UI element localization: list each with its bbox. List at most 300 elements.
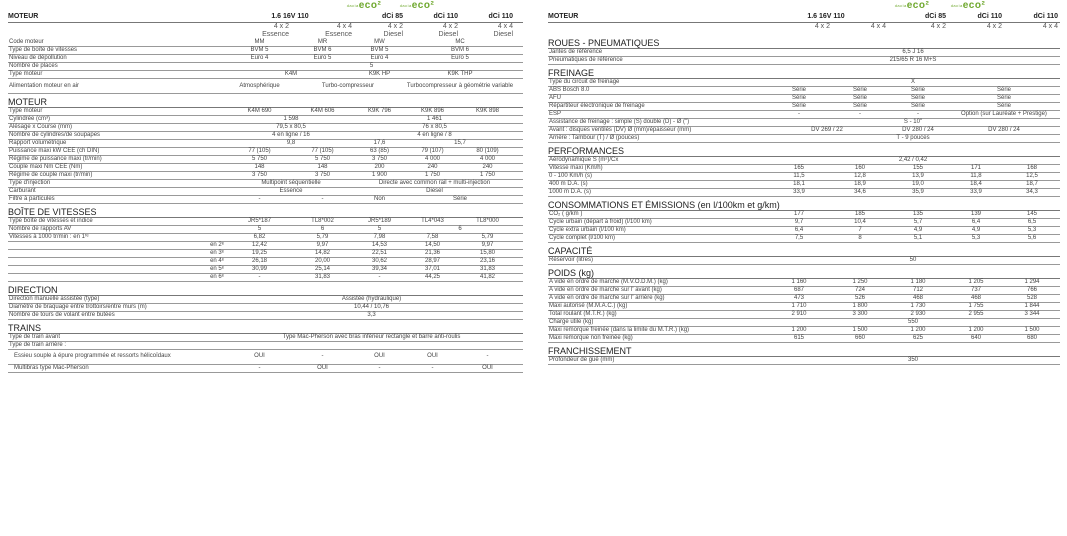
cell: 18,1 — [793, 181, 805, 188]
row-label: Type d'injection — [9, 179, 51, 186]
cell: 3 750 — [371, 155, 387, 162]
row-label: A vide en ordre de marche (M.V.O.D.M.) (kg) — [549, 279, 668, 286]
row-label: Total roulant (M.T.R.) (kg) — [549, 311, 617, 318]
table-row — [8, 39, 523, 47]
cell: Série — [791, 103, 806, 110]
cell: 11,8 — [970, 173, 982, 180]
cell: 26,18 — [251, 257, 267, 264]
cell: 468 — [970, 295, 981, 302]
cell: BVM 5 — [370, 47, 389, 54]
cell: 33,9 — [970, 189, 982, 196]
cell: 215/65 R 16 M+S — [889, 57, 937, 64]
cell: 1 200 — [910, 327, 926, 334]
cell: 1 750 — [424, 171, 440, 178]
cell: - — [321, 195, 324, 202]
row-label: Puissance maxi kW CEE (ch DIN) — [9, 147, 100, 154]
cell: 30,62 — [371, 257, 387, 264]
cell: 12,42 — [251, 241, 267, 248]
row-label: ESP — [549, 111, 562, 118]
table-row — [8, 132, 523, 140]
cell: MM — [254, 39, 265, 46]
cell: 1 200 — [968, 327, 984, 334]
cell: 1 900 — [371, 171, 387, 178]
cell: - — [378, 273, 381, 280]
eco-badge-dci85: $^{dacia}$eco² — [346, 0, 382, 11]
left-spec-table — [8, 0, 523, 373]
sub-4x4: 4 x 4 — [497, 23, 513, 30]
eco-badge-dci85: $^{dacia}$eco² — [894, 0, 930, 11]
row-label: Alimentation moteur en air — [9, 82, 80, 89]
cell: 712 — [912, 287, 923, 294]
table-row — [548, 79, 1060, 87]
cell: 4,9 — [971, 227, 981, 234]
cell: 5 — [257, 225, 262, 232]
row-label: Réservoir (litres) — [549, 257, 594, 264]
cell: 3,3 — [367, 311, 376, 318]
row-label: Aérodynamique S (m²)/Cx — [549, 157, 619, 164]
cell: 1 500 — [1024, 327, 1040, 334]
row-label: Diamètre de braquage entre trottoirs/entre murs (m) — [9, 303, 147, 310]
cell: 79 (107) — [421, 147, 444, 154]
sub-fuel: Diesel — [383, 31, 403, 38]
cell: 7,5 — [794, 235, 804, 242]
table-row — [8, 266, 523, 274]
cell: 6 — [320, 225, 325, 232]
carburant-subheader — [8, 31, 523, 39]
cell: Euro 4 — [370, 55, 389, 62]
row-label: Type boîte de vitesses et indice — [9, 217, 93, 224]
cell: 1 710 — [791, 303, 807, 310]
cell: 185 — [854, 211, 865, 218]
cell: 23,16 — [479, 257, 495, 264]
cell: 660 — [854, 335, 865, 342]
section-title-consommations: CONSOMMATIONS ET ÉMISSIONS (en l/100km et g/km) — [548, 199, 1060, 211]
cell: 76 x 80,5 — [422, 123, 447, 130]
row-label: Niveau de dépollution — [9, 55, 67, 62]
table-row — [8, 258, 523, 266]
cell: 9,97 — [481, 241, 494, 248]
cell: S - 10" — [903, 119, 923, 126]
row-label: Vitesse maxi (Km/h) — [549, 165, 603, 172]
cell: 14,50 — [424, 241, 440, 248]
table-row — [548, 189, 1060, 197]
section-title-moteur: MOTEUR — [8, 96, 523, 108]
cell: K9K 796 — [367, 107, 392, 114]
cell: 7,58 — [426, 233, 439, 240]
table-row — [548, 227, 1060, 235]
cell: 10,44 / 10,76 — [353, 303, 390, 310]
section-title-capacite: CAPACITÉ — [548, 245, 1060, 257]
row-label: Type de boîte de vitesses — [9, 47, 78, 54]
cell: 25,14 — [314, 265, 330, 272]
cell: 19,25 — [251, 249, 267, 256]
table-row — [8, 234, 523, 242]
row-label: Filtre à particules — [9, 195, 55, 202]
subheader-row — [548, 23, 1060, 31]
cell: 20,00 — [314, 257, 330, 264]
cell: 41,82 — [479, 273, 495, 280]
table-row — [548, 327, 1060, 335]
table-row — [8, 172, 523, 180]
cell: BVM 6 — [313, 47, 332, 54]
cell: Directe avec common rail + multi-injection — [378, 179, 491, 186]
header-dci110: dCi 110 — [977, 13, 1002, 20]
cell: 77 (105) — [248, 147, 271, 154]
table-row — [548, 303, 1060, 311]
cell: MC — [455, 39, 465, 46]
cell: 200 — [374, 163, 385, 170]
cell: 687 — [793, 287, 804, 294]
table-row — [8, 365, 523, 373]
row-label: Code moteur — [9, 39, 44, 46]
cell: Diesel — [426, 187, 443, 194]
cell: 7 — [858, 227, 862, 234]
row-label: Nombre de cylindres/de soupapes — [9, 131, 101, 138]
table-row — [8, 196, 523, 204]
cell: T - 9 pouces — [896, 135, 930, 142]
table-row — [548, 135, 1060, 143]
row-label: Maxi remorque non freinée (kg) — [549, 335, 633, 342]
sub-4x2: 4 x 2 — [986, 23, 1002, 30]
cell: DV 280 / 24 — [902, 127, 934, 134]
table-row — [8, 218, 523, 226]
table-row — [8, 226, 523, 234]
cell: 19,0 — [912, 181, 924, 188]
table-row — [548, 287, 1060, 295]
cell: 15,80 — [479, 249, 495, 256]
cell: 240 — [427, 163, 438, 170]
cell: - — [859, 111, 861, 118]
row-label: Cycle complet (l/100 km) — [549, 235, 616, 242]
cell: - — [486, 353, 489, 360]
cell: TL4*043 — [421, 217, 444, 224]
cell: OUI — [482, 364, 493, 371]
cell: 34,3 — [1026, 189, 1038, 196]
cell: - — [258, 364, 261, 371]
cell: Série — [791, 95, 806, 102]
table-row — [548, 103, 1060, 111]
cell: K4M 690 — [247, 107, 272, 114]
cell: 13,9 — [912, 173, 924, 180]
table-row — [548, 119, 1060, 127]
cell: 11,5 — [793, 173, 805, 180]
row-label: Essieu souple à épure programmée et ressorts hélicoïdaux — [14, 353, 171, 360]
cell: 8 — [858, 235, 862, 242]
cell: 145 — [1026, 211, 1037, 218]
cell: JR5*187 — [247, 217, 271, 224]
cell: 4 en ligne / 16 — [272, 131, 310, 138]
cell: DV 269 / 22 — [811, 127, 843, 134]
sub-fuel: Diesel — [493, 31, 513, 38]
eco-badge-dci110: $^{dacia}$eco² — [399, 0, 435, 11]
row-label: CO₂ ( g/km ) — [549, 211, 583, 218]
cell: 37,01 — [424, 265, 440, 272]
cell: 14,82 — [314, 249, 330, 256]
cell: 6,5 J 16 — [902, 49, 924, 56]
table-row — [548, 257, 1060, 265]
cell: 4 000 — [479, 155, 495, 162]
cell: 31,83 — [479, 265, 495, 272]
table-row — [8, 148, 523, 156]
cell: Atmosphérique — [239, 82, 280, 89]
header-dci110: dCi 110 — [433, 13, 458, 20]
table-row — [548, 319, 1060, 327]
cell: 2 955 — [968, 311, 984, 318]
row-label: Maxi autorisé (M.M.A.C.) (kg) — [549, 303, 628, 310]
cell: 30,99 — [251, 265, 267, 272]
cell: 350 — [907, 357, 918, 364]
row-label: Pneumatiques de référence — [549, 57, 623, 64]
header-dci85: dCi 85 — [924, 13, 946, 20]
cell: Turbocompresseur à géométrie variable — [406, 82, 514, 89]
cell: 63 (85) — [369, 147, 389, 154]
row-label: 1000 m D.A. (s) — [549, 189, 592, 196]
cell: 5 — [377, 225, 382, 232]
table-row — [548, 335, 1060, 343]
cell: 625 — [912, 335, 923, 342]
row-label: en 4ᵉ — [210, 257, 224, 264]
cell: 3 750 — [251, 171, 267, 178]
row-label: en 5ᵉ — [210, 265, 224, 272]
table-row — [548, 111, 1060, 119]
row-label: Type de train avant — [9, 333, 61, 340]
cell: 1 180 — [910, 279, 926, 286]
cell: 6,4 — [794, 227, 804, 234]
table-row — [8, 108, 523, 116]
cell: 3 750 — [314, 171, 330, 178]
cell: - — [258, 195, 261, 202]
table-row — [548, 311, 1060, 319]
row-label: Régime de couple maxi (tr/min) — [9, 171, 93, 178]
table-row — [548, 357, 1060, 365]
table-row — [548, 95, 1060, 103]
cell: OUI — [254, 353, 265, 360]
row-label: Avant : disques ventilés (DV) Ø (mm)/épaisseur (mm) — [549, 127, 692, 134]
cell: 680 — [1026, 335, 1037, 342]
cell: 5,3 — [1027, 227, 1037, 234]
cell: 168 — [1026, 165, 1037, 172]
row-label: Cylindrée (cm³) — [9, 115, 51, 122]
cell: Multipoint séquentielle — [261, 179, 321, 186]
table-row — [8, 63, 523, 71]
cell: 5 750 — [314, 155, 330, 162]
row-label: Jantes de référence — [549, 49, 603, 56]
cell: 1 598 — [283, 115, 299, 122]
cell: Turbo-compresseur — [321, 82, 375, 89]
sub-4x2: 4 x 2 — [814, 23, 830, 30]
row-label: Direction manuelle assistée (type) — [9, 295, 100, 302]
cell: Essence — [279, 187, 303, 194]
cell: 6,5 — [1027, 219, 1037, 226]
cell: 1 160 — [791, 279, 807, 286]
cell: Série — [852, 103, 867, 110]
cell: Série — [452, 195, 467, 202]
cell: 6,4 — [971, 219, 981, 226]
row-label: Type du circuit de freinage — [549, 79, 620, 86]
cell: 5,79 — [316, 233, 329, 240]
cell: 14,53 — [371, 241, 387, 248]
cell: 724 — [854, 287, 865, 294]
cell: 6,82 — [253, 233, 266, 240]
cell: 1 755 — [968, 303, 984, 310]
header-dci85: dCi 85 — [381, 13, 403, 20]
row-label: 0 - 100 Km/h (s) — [549, 173, 593, 180]
table-row — [8, 47, 523, 55]
table-row — [548, 87, 1060, 95]
section-title-boite: BOÎTE DE VITESSES — [8, 206, 523, 218]
cell: 550 — [907, 319, 918, 326]
column-header — [8, 11, 523, 23]
table-row — [8, 180, 523, 188]
table-row — [8, 71, 523, 79]
table-row — [8, 55, 523, 63]
table-row — [548, 211, 1060, 219]
cell: MR — [317, 39, 328, 46]
row-label: Type moteur — [9, 107, 43, 114]
row-label: AFU — [549, 95, 561, 102]
cell: 766 — [1026, 287, 1037, 294]
cell: DV 280 / 24 — [988, 127, 1020, 134]
cell: 80 (109) — [476, 147, 499, 154]
row-label: en 3ᵉ — [210, 249, 224, 256]
cell: 177 — [793, 211, 804, 218]
cell: 18,9 — [854, 181, 866, 188]
cell: K4M — [284, 71, 298, 78]
header-dci110-4x4: dCi 110 — [1033, 13, 1058, 20]
cell: 79,5 x 80,5 — [276, 123, 306, 130]
header-moteur: MOTEUR — [8, 13, 39, 20]
cell: 18,7 — [1026, 181, 1038, 188]
cell: - — [917, 111, 919, 118]
eco-badge-dci110: $^{dacia}$eco² — [950, 0, 986, 11]
cell: BVM 6 — [450, 47, 469, 54]
cell: 9,8 — [286, 139, 296, 146]
cell: 1 250 — [852, 279, 868, 286]
row-label: Rapport volumétrique — [9, 139, 67, 146]
cell: 5 — [369, 63, 374, 70]
header-dci110-4x4: dCi 110 — [488, 13, 513, 20]
cell: Euro 4 — [250, 55, 269, 62]
row-label: Vitesses à 1000 tr/min : en 1ʳᵉ — [9, 233, 89, 240]
cell: 17,6 — [373, 139, 386, 146]
subheader-row — [8, 23, 523, 31]
cell: 737 — [970, 287, 981, 294]
row-label: en 6ᵉ — [210, 273, 224, 280]
table-row — [8, 342, 523, 350]
sub-4x2: 4 x 2 — [930, 23, 946, 30]
sub-4x2: 4 x 2 — [387, 23, 403, 30]
cell: 640 — [970, 335, 981, 342]
cell: TL8*000 — [476, 217, 499, 224]
cell: Série — [791, 87, 806, 94]
cell: 35,9 — [912, 189, 924, 196]
cell: - — [431, 364, 434, 371]
table-row — [8, 296, 523, 304]
cell: 1 500 — [852, 327, 868, 334]
table-row — [548, 219, 1060, 227]
sub-4x4: 4 x 4 — [336, 23, 352, 30]
row-label: Type moteur — [9, 71, 43, 78]
row-label: Régime de puissance maxi (tr/min) — [9, 155, 102, 162]
table-row — [8, 312, 523, 320]
cell: 1 750 — [479, 171, 495, 178]
cell: Euro 5 — [451, 55, 469, 62]
row-label: en 2ᵉ — [210, 241, 224, 248]
cell: K4M 606 — [310, 107, 335, 114]
cell: OUI — [317, 364, 328, 371]
cell: 5,79 — [481, 233, 494, 240]
cell: 4 000 — [424, 155, 440, 162]
table-row — [8, 164, 523, 172]
row-label: Couple maxi Nm CEE (Nm) — [9, 163, 83, 170]
cell: MW — [374, 39, 385, 46]
cell: 171 — [970, 165, 981, 172]
cell: 2,42 / 0,42 — [898, 157, 928, 164]
cell: 165 — [793, 165, 804, 172]
cell: 1 800 — [852, 303, 868, 310]
cell: - — [378, 364, 381, 371]
table-row — [8, 274, 523, 282]
row-label: Charge utile (kg) — [549, 319, 594, 326]
cell: 44,25 — [424, 273, 440, 280]
section-title-poids: POIDS (kg) — [548, 267, 1060, 279]
cell: 5 750 — [251, 155, 267, 162]
cell: 3 344 — [1024, 311, 1040, 318]
table-row — [548, 157, 1060, 165]
cell: 9,97 — [316, 241, 329, 248]
cell: Série — [910, 103, 925, 110]
cell: K9K 896 — [420, 107, 445, 114]
cell: Série — [910, 95, 925, 102]
cell: OUI — [374, 353, 385, 360]
cell: 4 en ligne / 8 — [417, 131, 452, 138]
table-row — [548, 57, 1060, 65]
row-label: Cycle extra urbain (l/100 km) — [549, 227, 626, 234]
row-label: Carburant — [9, 187, 36, 194]
cell: Série — [852, 87, 867, 94]
cell: 9,7 — [794, 219, 804, 226]
cell: 615 — [793, 335, 804, 342]
cell: 5,3 — [971, 235, 981, 242]
sub-fuel: Diesel — [438, 31, 458, 38]
section-title-direction: DIRECTION — [8, 284, 523, 296]
table-row — [8, 334, 523, 342]
row-label: A vide en ordre de marche sur l' arrière (kg) — [549, 295, 665, 302]
cell: 1 294 — [1024, 279, 1040, 286]
section-title-franchissement: FRANCHISSEMENT — [548, 345, 1060, 357]
row-label: Arrière : Tambour (T) / Ø (pouces) — [549, 135, 640, 142]
cell: K9K 898 — [475, 107, 500, 114]
cell: 12,5 — [1026, 173, 1038, 180]
cell: 7,98 — [373, 233, 386, 240]
cell: 473 — [793, 295, 804, 302]
row-label: ABS Bosch 8.0 — [549, 87, 590, 94]
cell: 468 — [912, 295, 923, 302]
cell: K9K HP — [368, 71, 391, 78]
sub-4x2: 4 x 2 — [442, 23, 458, 30]
table-row — [548, 295, 1060, 303]
table-row — [548, 49, 1060, 57]
cell: 15,7 — [454, 139, 466, 146]
row-label: Cycle urbain (départ à froid) (l/100 km) — [549, 219, 652, 226]
column-header — [548, 11, 1060, 23]
cell: 528 — [1026, 295, 1037, 302]
header-1-6-16v-110: 1.6 16V 110 — [807, 13, 845, 20]
cell: 3 300 — [852, 311, 868, 318]
sub-fuel: Essence — [325, 31, 352, 38]
cell: TL8*002 — [311, 217, 334, 224]
cell: Série — [996, 103, 1011, 110]
